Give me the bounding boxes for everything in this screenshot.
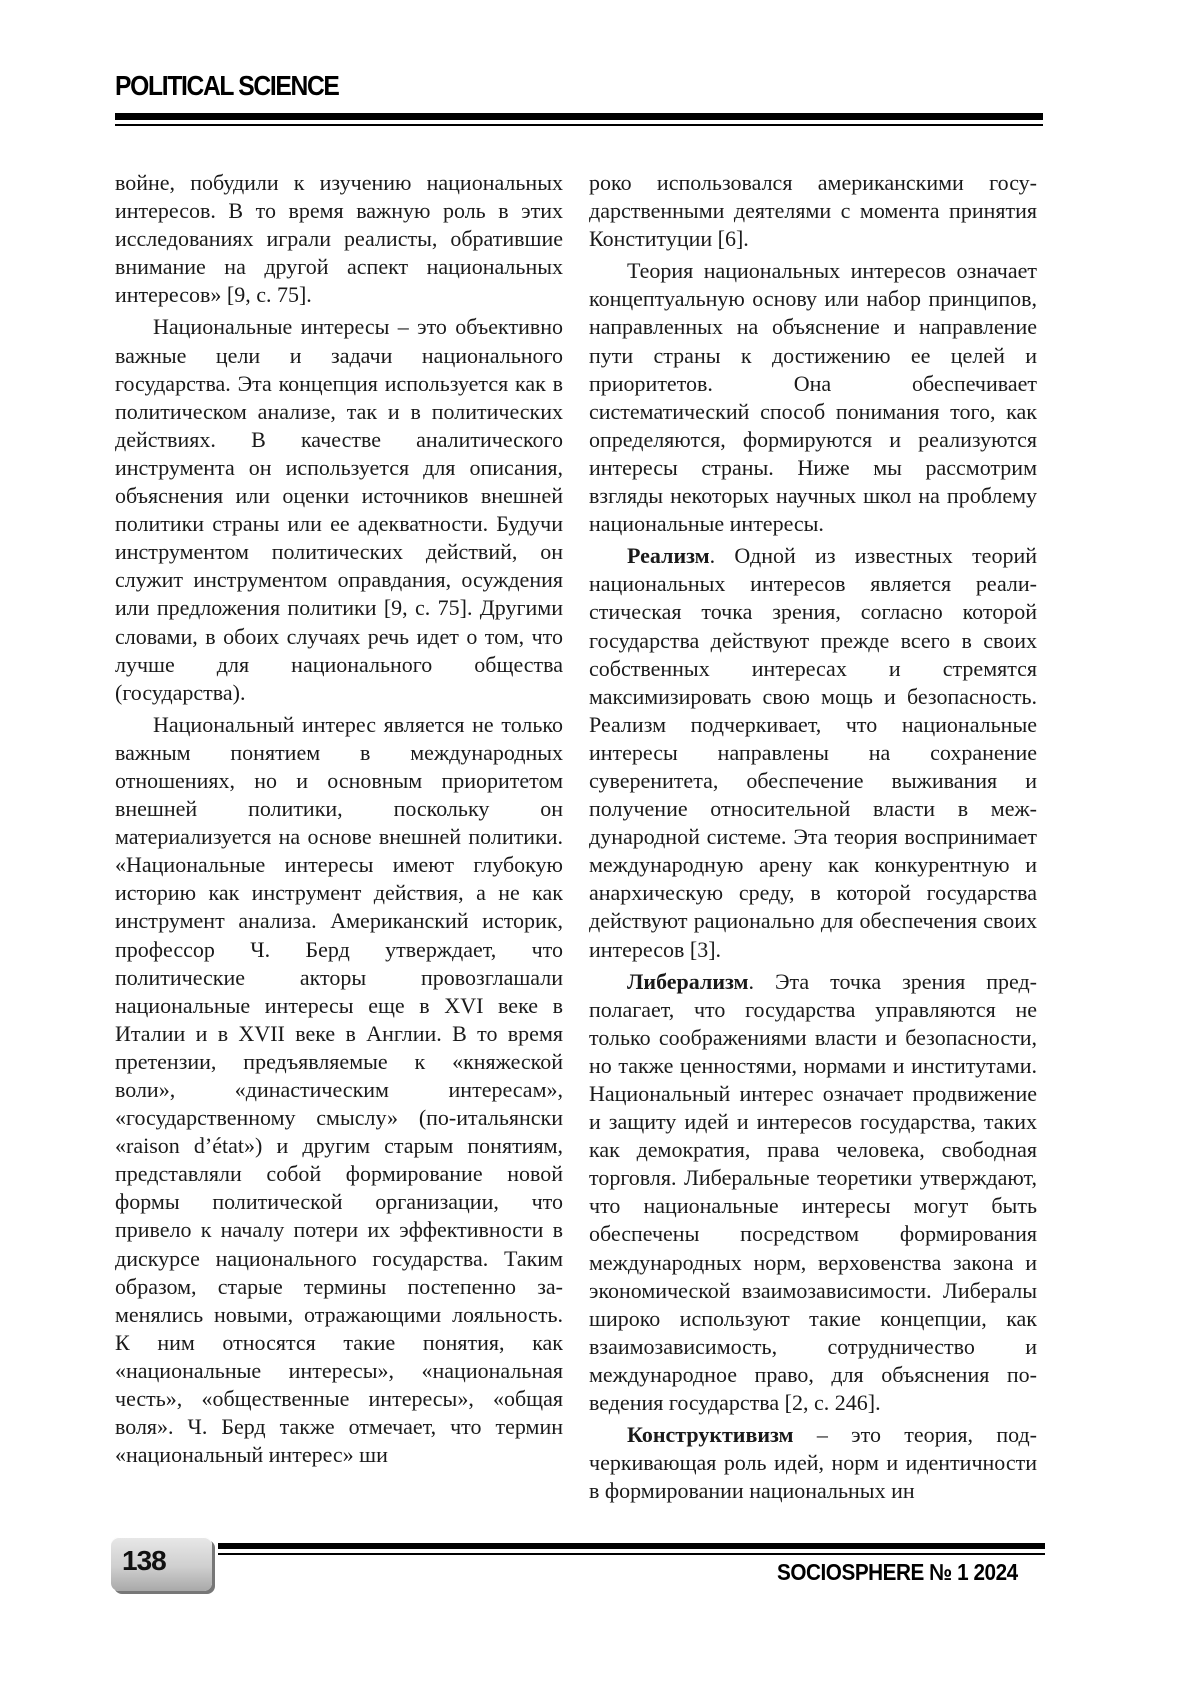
right-column (589, 169, 1037, 1509)
footer-rule-thick (218, 1543, 1045, 1549)
section-header-title: POLITICAL SCIENCE (115, 70, 339, 101)
paragraph-text: . Одной из известных теорий национальных интересов является реалистическая точка зрения, согласно которой государства действуют прежде всего в своих собственных интересах и стремятся максимизировать свою мощь и безопасность. Реализм подчеркивает, что национальные интересы направлены на сохранение суверенитета, обеспечение выживания и получение относительной власти в международной системе. Эта теория воспринимает международную арену как конкурентную и анархическую среду, в которой государства действуют рационально для обеспечения своих интересов [3]. (589, 543, 1037, 962)
header-rule-thin (115, 124, 1043, 126)
term-liberalism: Либерализм (627, 968, 749, 994)
term-realism: Реализм (627, 543, 710, 569)
paragraph: Национальный интерес является не только важным понятием в международных отношениях, но и основным приоритетом внешней политики, поскольку он материализуется на основе внешней политики. «Национальные интересы имеют глубокую историю как инструмент действия, а не как инструмент анализа. Американский историк, профессор Ч. Берд утверждает, что политические акторы провозглашали национальные интересы еще в XVI веке в Италии и в XVII веке в Англии. В то время претензии, предъявляемые к «княжеской воли», «династическим интересам», «государственному смыслу» (по-итальянски «raison d’état») и другим старым понятиям, представляли собой формирование новой формы политической организации, что привело к началу потери их эффективности в дискурсе национального государства. Таким образом, старые термины постепенно заменялись новыми, отражающими лояльность. К ним относятся такие понятия, как «национальные интересы», «национальная честь», «общественные интересы», «общая воля». Ч. Берд также отмечает, что термин «национальный интерес» ши (115, 711, 563, 1468)
paragraph: Национальные интересы – это объективно важные цели и задачи национального государства. Эта концепция используется как в политическом анализе, так и в политических действиях. В качестве аналитического инструмента он используется для описания, объяснения или оценки источников внешней политики страны или ее адекватности. Будучи инструментом политических действий, он служит инструментом оправдания, осуждения или предложения политики [9, с. 75]. Другими словами, в обоих случаях речь идет о том, что лучше для национального общества (государства). (115, 314, 563, 705)
paragraph: роко использовался американскими государственными деятелями с момента принятия Конституции [6]. (589, 170, 1037, 252)
left-column (115, 169, 563, 1473)
paragraph-liberalism (589, 968, 1037, 1418)
paragraph: Теория национальных интересов означает концептуальную основу или набор принципов, направленных на объяснение и направление пути страны к достижению ее целей и приоритетов. Она обеспечивает систематический способ понимания того, как определяются, формируются и реализуются интересы страны. Ниже мы рассмотрим взгляды некоторых научных школ на проблему национальные интересы. (589, 258, 1037, 537)
paragraph-constructivism (589, 1421, 1037, 1505)
header-rule-thick (115, 113, 1043, 120)
term-constructivism: Конструктивизм (627, 1422, 794, 1448)
page-number: 138 (122, 1545, 166, 1576)
paragraph: войне, побудили к изучению национальных интересов. В то время важную роль в этих исследованиях играли реалисты, обратившие внимание на другой аспект национальных интересов» [9, с. 75]. (115, 170, 563, 308)
paragraph-realism (589, 542, 1037, 963)
footer-rule-thin (218, 1553, 1045, 1555)
paragraph-text: . Эта точка зрения предполагает, что государства управляются не только соображениями власти и безопасности, но также ценностями, нормами и институтами. Национальный интерес означает продвижение и защиту идей и интересов государства, таких как демократия, права человека, свободная торговля. Либеральные теоретики утверждают, что национальные интересы могут быть обеспечены посредством формирования международных норм, верховенства закона и экономической взаимозависимости. Либералы широко используют такие концепции, как взаимозависимость, сотрудничество и международное право, для объяснения поведения государства [2, с. 246]. (589, 968, 1037, 1416)
journal-title: SOCIOSPHERE № 1 2024 (777, 1559, 1018, 1585)
paragraph-text: – это теория, подчеркивающая роль идей, норм и идентичности в формировании национальных ин (589, 1422, 1037, 1504)
